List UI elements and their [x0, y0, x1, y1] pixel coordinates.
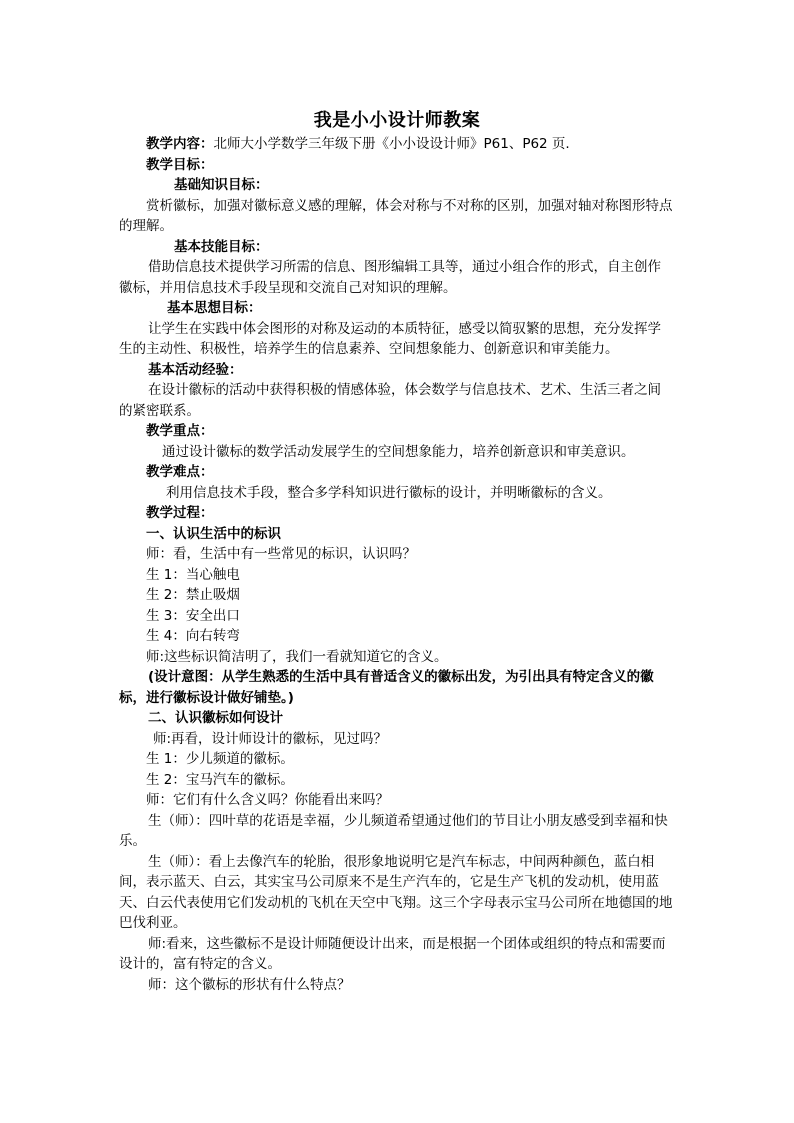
paragraph-basic-knowledge: 赏析徽标，加强对徽标意义感的理解，体会对称与不对称的区别，加强对轴对称图形特点的理解。 — [119, 197, 673, 234]
dialogue-paragraph: 生（师）：看上去像汽车的轮胎，很形象地说明它是汽车标志，中间两种颜色，蓝白相间，表示蓝天、白云，其实宝马公司原来不是生产汽车的，它是生产飞机的发动机，使用蓝天、白云代表使用它们发动机的飞机在天空中飞翔。这三个字母表示宝马公司所在地德国的地巴伐利亚。 — [119, 853, 673, 931]
teaching-content-label: 教学内容： — [146, 136, 214, 152]
heading-objectives: 教学目标： — [146, 156, 214, 173]
dialogue-line: 师:再看，设计师设计的徽标，见过吗？ — [153, 730, 388, 747]
paragraph-key-points: 通过设计徽标的数学活动发展学生的空间想象能力，培养创新意识和审美意识。 — [162, 443, 635, 460]
subheading-basic-knowledge: 基础知识目标： — [174, 177, 269, 193]
section-heading-1: 一、认识生活中的标识 — [146, 525, 281, 542]
paragraph-difficulties: 利用信息技术手段，整合多学科知识进行徽标的设计，并明晰徽标的含义。 — [166, 484, 612, 501]
dialogue-line: 师：看，生活中有一些常见的标识，认识吗？ — [146, 546, 416, 562]
heading-difficulties: 教学难点： — [146, 464, 214, 480]
dialogue-line: 生 2：禁止吸烟 — [146, 587, 240, 603]
document-body — [119, 134, 674, 995]
heading-key-points: 教学重点： — [146, 423, 214, 439]
dialogue-line: 师：这个徽标的形状有什么特点？ — [148, 976, 351, 993]
design-intent-note: (设计意图：从学生熟悉的生活中具有普适含义的徽标出发，为引出具有特定含义的徽标，进行徽标设计做好铺垫。) — [119, 669, 654, 706]
subheading-activity-experience: 基本活动经验： — [148, 361, 243, 378]
paragraph-activity-experience: 在设计徽标的活动中获得积极的情感体验，体会数学与信息技术、艺术、生活三者之间的紧密联系。 — [119, 382, 661, 419]
dialogue-line: 师:这些标识简洁明了，我们一看就知道它的含义。 — [146, 648, 448, 665]
dialogue-line: 生 3：安全出口 — [146, 607, 240, 624]
dialogue-paragraph: 生（师）：四叶草的花语是幸福，少儿频道希望通过他们的节目让小朋友感受到幸福和快乐。 — [119, 812, 668, 849]
teaching-content-line — [119, 134, 674, 155]
teaching-content-text: 北师大小学数学三年级下册《小小设设计师》P61、P62 页. — [213, 136, 570, 152]
section-heading-2: 二、认识徽标如何设计 — [148, 710, 283, 726]
paragraph-basic-thinking: 让学生在实践中体会图形的对称及运动的本质特征，感受以简驭繁的思想，充分发挥学生的主动性、积极性，培养学生的信息素养、空间想象能力、创新意识和审美能力。 — [119, 320, 661, 357]
subheading-basic-skills: 基本技能目标： — [174, 238, 269, 255]
subheading-basic-thinking: 基本思想目标： — [167, 300, 262, 316]
dialogue-paragraph: 师:看来，这些徽标不是设计师随便设计出来，而是根据一个团体或组织的特点和需要而设计的，富有特定的含义。 — [119, 935, 666, 972]
heading-process: 教学过程： — [146, 505, 214, 521]
dialogue-line: 生 1：当心触电 — [146, 566, 240, 583]
document-title: 我是小小设计师教案 — [313, 110, 481, 131]
paragraph-basic-skills: 借助信息技术提供学习所需的信息、图形编辑工具等，通过小组合作的形式，自主创作徽标，并用信息技术手段呈现和交流自己对知识的理解。 — [119, 259, 661, 296]
dialogue-line: 师：它们有什么含义吗？你能看出来吗？ — [146, 792, 389, 808]
dialogue-line: 生 1：少儿频道的徽标。 — [146, 751, 294, 767]
dialogue-line: 生 4：向右转弯 — [146, 628, 240, 644]
dialogue-line: 生 2：宝马汽车的徽标。 — [146, 771, 294, 788]
